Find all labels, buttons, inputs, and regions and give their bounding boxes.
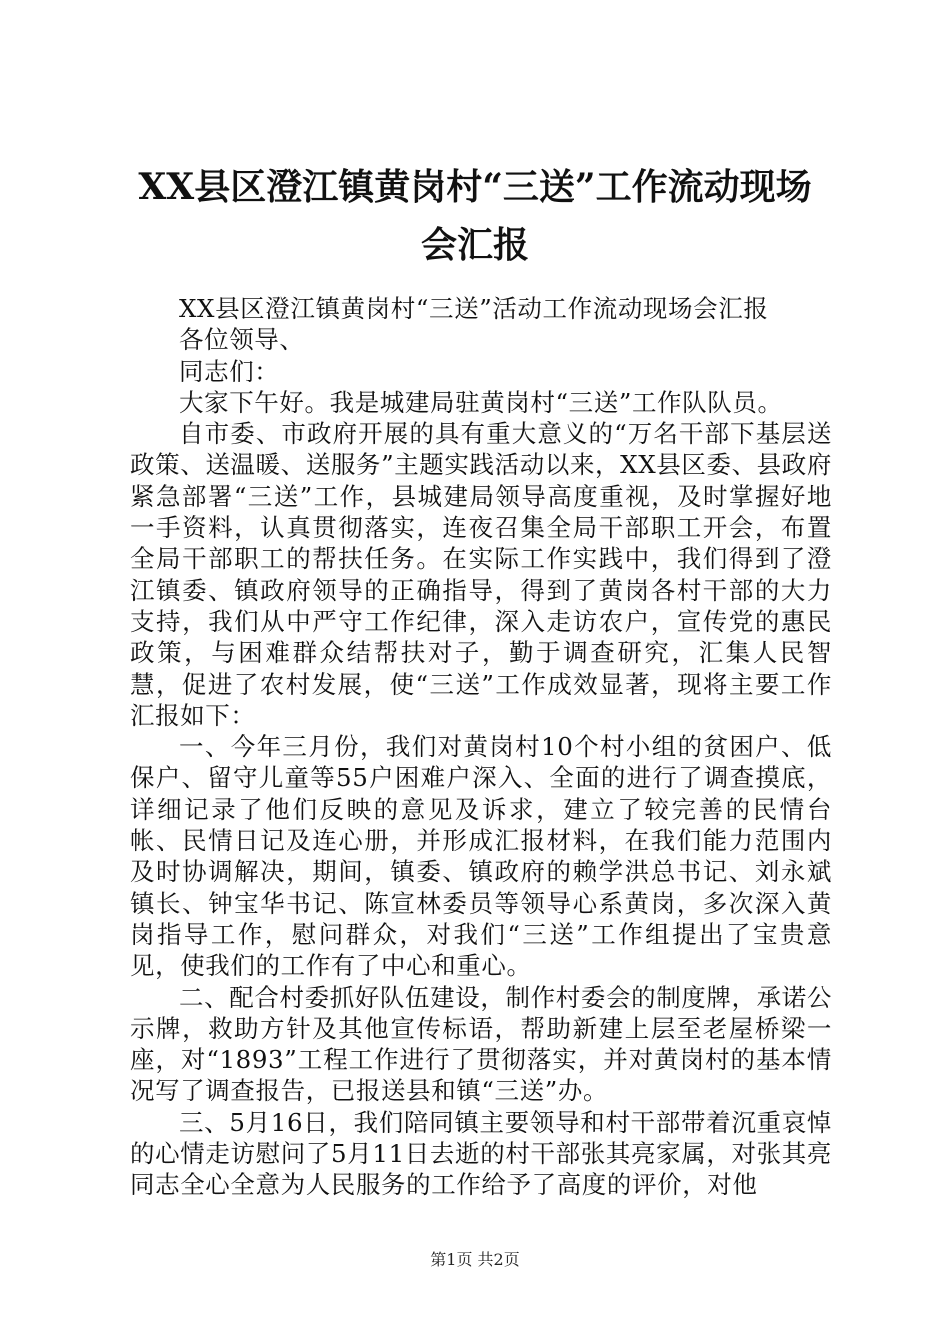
- title-line-2: 会汇报: [420, 224, 529, 266]
- page-number-footer: 第1页 共2页: [430, 1250, 520, 1269]
- section-one-paragraph: 一、今年三月份，我们对黄岗村10个村小组的贫困户、低保户、留守儿童等55户困难户深入、全面的进行了调查摸底，详细记录了他们反映的意见及诉求，建立了较完善的民情台帐、民情日记及连心册，并形成汇报材料，在我们能力范围内及时协调解决，期间，镇委、镇政府的赖学洪总书记、刘永斌镇长、钟宝华书记、陈宣林委员等领导心系黄岗，多次深入黄岗指导工作，慰问群众，对我们“三送”工作组提出了宝贵意见，使我们的工作有了中心和重心。: [130, 732, 832, 981]
- subtitle-paragraph: XX县区澄江镇黄岗村“三送”活动工作流动现场会汇报: [179, 294, 769, 323]
- salutation-leaders: 各位领导、: [179, 325, 305, 355]
- section-three-paragraph: 三、5月16日，我们陪同镇主要领导和村干部带着沉重哀悼的心情走访慰问了5月11日去逝的村干部张其亮家属，对张其亮同志全心全意为人民服务的工作给予了高度的评价，对他: [130, 1107, 832, 1200]
- salutation-comrades: 同志们：: [179, 356, 280, 386]
- greeting-paragraph: 大家下午好。我是城建局驻黄岗村“三送”工作队队员。: [179, 387, 783, 417]
- document-title: [120, 158, 830, 274]
- document-body: [130, 293, 832, 1201]
- section-two-paragraph: 二、配合村委抓好队伍建设，制作村委会的制度牌，承诺公示牌，救助方针及其他宣传标语，帮助新建上层至老屋桥梁一座，对“1893”工程工作进行了贯彻落实，并对黄岗村的基本情况写了调查报告，已报送县和镇“三送”办。: [130, 982, 832, 1106]
- title-line-1: XX县区澄江镇黄岗村“三送”工作流动现场: [138, 166, 812, 208]
- intro-paragraph: 自市委、市政府开展的具有重大意义的“万名干部下基层送政策、送温暖、送服务”主题实践活动以来，XX县区委、县政府紧急部署“三送”工作，县城建局领导高度重视，及时掌握好地一手资料，认真贯彻落实，连夜召集全局干部职工开会，布置全局干部职工的帮扶任务。在实际工作实践中，我们得到了澄江镇委、镇政府领导的正确指导，得到了黄岗各村干部的大力支持，我们从中严守工作纪律，深入走访农户，宣传党的惠民政策，与困难群众结帮扶对子，勤于调查研究，汇集人民智慧，促进了农村发展，使“三送”工作成效显著，现将主要工作汇报如下：: [130, 419, 832, 730]
